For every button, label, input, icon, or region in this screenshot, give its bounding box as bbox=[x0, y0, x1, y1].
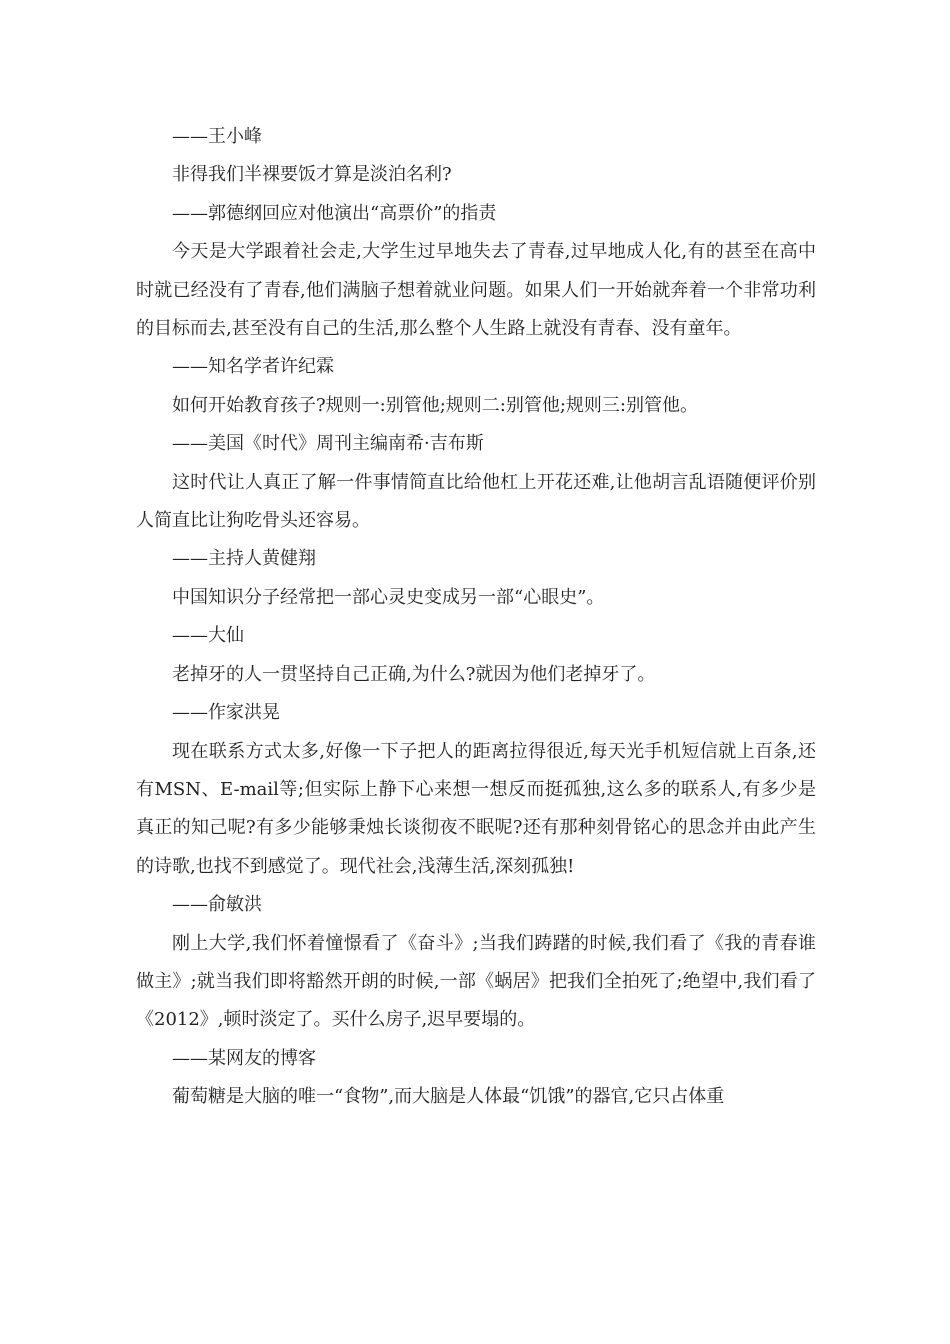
attribution-line: ——俞敏洪 bbox=[172, 894, 262, 916]
quote-paragraph: 今天是大学跟着社会走,大学生过早地失去了青春,过早地成人化,有的甚至在高中时就已经没有了青春,他们满脑子想着就业问题。如果人们一开始就奔着一个非常功利的目标而去,甚至没有自己的生活,那么整个人生路上就没有青春、没有童年。 bbox=[136, 241, 816, 340]
attribution-line: ——大仙 bbox=[172, 625, 244, 647]
attribution-line: ——美国《时代》周刊主编南希·吉布斯 bbox=[172, 433, 484, 455]
quote-paragraph: 葡萄糖是大脑的唯一“食物”,而大脑是人体最“饥饿”的器官,它只占体重 bbox=[172, 1086, 725, 1108]
attribution-line: ——主持人黄健翔 bbox=[172, 548, 316, 570]
quote-paragraph: 这时代让人真正了解一件事情简直比给他杠上开花还难,让他胡言乱语随便评价别人简直比让狗吃骨头还容易。 bbox=[136, 471, 816, 532]
quote-paragraph: 老掉牙的人一贯坚持自己正确,为什么?就因为他们老掉牙了。 bbox=[172, 663, 656, 685]
attribution-line: ——知名学者许纪霖 bbox=[172, 356, 334, 378]
quote-paragraph: 中国知识分子经常把一部心灵史变成另一部“心眼史”。 bbox=[172, 586, 605, 608]
quote-paragraph: 刚上大学,我们怀着憧憬看了《奋斗》;当我们踌躇的时候,我们看了《我的青春谁做主》;就当我们即将豁然开朗的时候,一部《蜗居》把我们全拍死了;绝望中,我们看了《2012》,顿时淡定了。买什么房子,迟早要塌的。 bbox=[136, 932, 816, 1031]
document-body bbox=[136, 118, 816, 1117]
attribution-line: ——某网友的博客 bbox=[172, 1047, 316, 1069]
attribution-line: ——作家洪晃 bbox=[172, 702, 280, 724]
quote-paragraph: 如何开始教育孩子?规则一:别管他;规则二:别管他;规则三:别管他。 bbox=[172, 394, 698, 416]
attribution-line: ——王小峰 bbox=[172, 126, 262, 147]
attribution-line: ——郭德纲回应对他演出“高票价”的指责 bbox=[172, 202, 497, 224]
quote-paragraph: 现在联系方式太多,好像一下子把人的距离拉得很近,每天光手机短信就上百条,还有MSN、E-mail等;但实际上静下心来想一想反而挺孤独,这么多的联系人,有多少是真正的知己呢?有多少能够秉烛长谈彻夜不眠呢?还有那种刻骨铭心的思念并由此产生的诗歌,也找不到感觉了。现代社会,浅薄生活,深刻孤独! bbox=[136, 740, 816, 877]
quote-paragraph: 非得我们半裸要饭才算是淡泊名利? bbox=[172, 164, 452, 186]
